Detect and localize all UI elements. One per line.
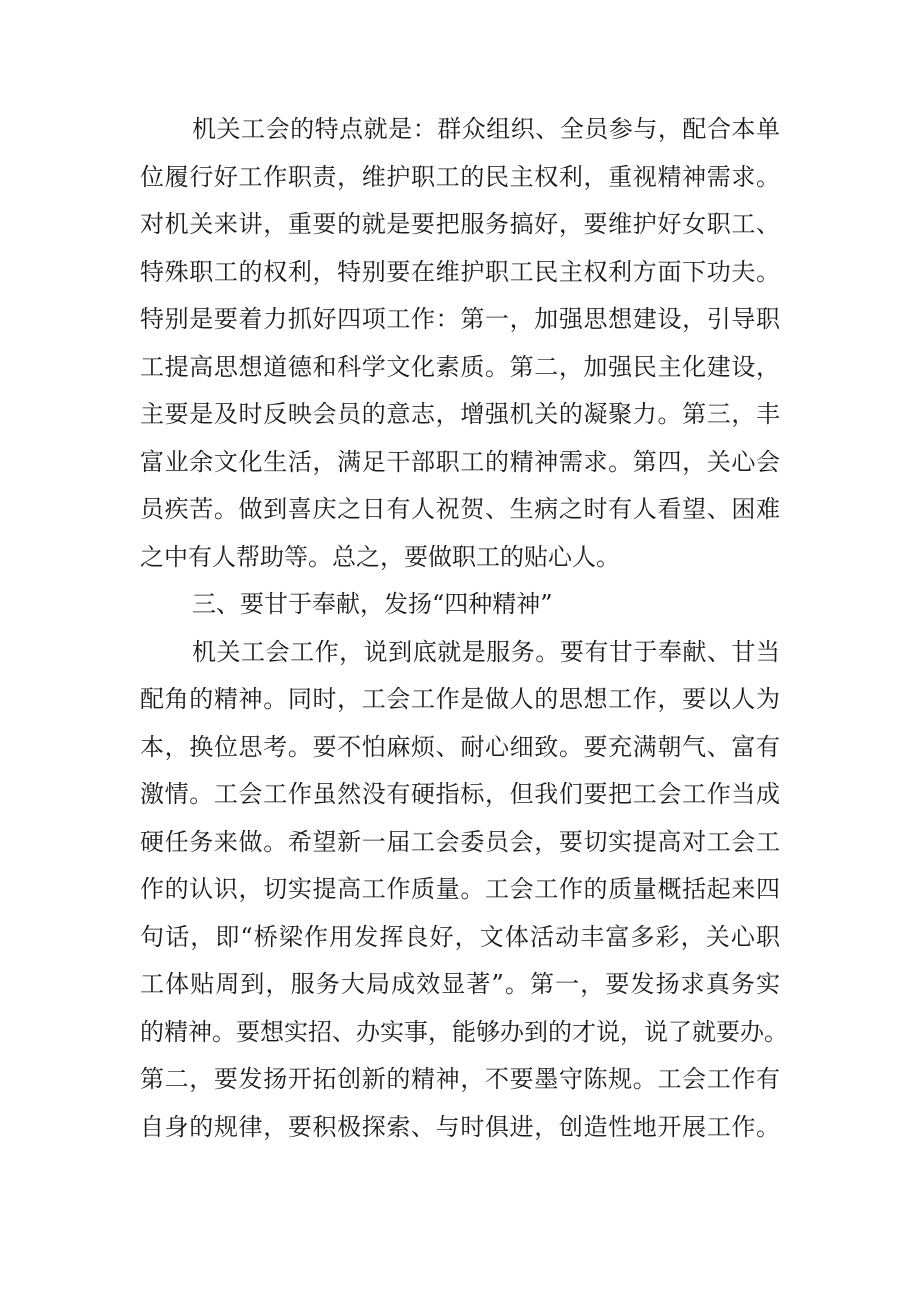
text-line: 本，换位思考。要不怕麻烦、耐心细致。要充满朝气、富有 bbox=[140, 732, 780, 761]
text-line: 激情。工会工作虽然没有硬指标，但我们要把工会工作当成 bbox=[140, 780, 780, 808]
text-line: 作的认识，切实提高工作质量。工会工作的质量概括起来四 bbox=[140, 875, 780, 903]
section-heading bbox=[140, 581, 780, 629]
text-line: 之中有人帮助等。总之，要做职工的贴心人。 bbox=[140, 542, 620, 571]
text-line: 句话，即“桥梁作用发挥良好，文体活动丰富多彩，关心职 bbox=[140, 922, 780, 951]
section-title: 三、要甘于奉献，发扬“四种精神” bbox=[192, 590, 553, 618]
text-line: 第二，要发扬开拓创新的精神，不要墨守陈规。工会工作有 bbox=[140, 1065, 780, 1093]
text-line: 的精神。要想实招、办实事，能够办到的才说，说了就要办。 bbox=[140, 1017, 788, 1046]
text-line: 硬任务来做。希望新一届工会委员会，要切实提高对工会工 bbox=[140, 827, 780, 856]
text-line: 对机关来讲，重要的就是要把服务搞好，要维护好女职工、 bbox=[140, 210, 780, 238]
text-line: 工提高思想道德和科学文化素质。第二，加强民主化建设， bbox=[140, 352, 780, 381]
text-line: 自身的规律，要积极探索、与时俱进，创造性地开展工作。 bbox=[140, 1112, 780, 1141]
paragraph-union-characteristics bbox=[140, 106, 780, 581]
paragraph-dedication bbox=[140, 629, 788, 1152]
text-line: 特殊职工的权利，特别要在维护职工民主权利方面下功夫。 bbox=[140, 257, 780, 286]
text-line: 富业余文化生活，满足干部职工的精神需求。第四，关心会 bbox=[140, 447, 780, 476]
text-line: 员疾苦。做到喜庆之日有人祝贺、生病之时有人看望、困难 bbox=[140, 495, 780, 523]
text-line: 主要是及时反映会员的意志，增强机关的凝聚力。第三，丰 bbox=[140, 400, 780, 428]
document-body bbox=[140, 106, 788, 1151]
text-line: 工体贴周到，服务大局成效显著”。第一，要发扬求真务实 bbox=[140, 970, 780, 998]
text-line: 机关工会工作，说到底就是服务。要有甘于奉献、甘当 bbox=[192, 637, 780, 666]
text-line: 位履行好工作职责，维护职工的民主权利，重视精神需求。 bbox=[140, 162, 780, 191]
text-line: 配角的精神。同时，工会工作是做人的思想工作，要以人为 bbox=[140, 685, 780, 713]
text-line: 机关工会的特点就是：群众组织、全员参与，配合本单 bbox=[192, 115, 780, 143]
text-line: 特别是要着力抓好四项工作：第一，加强思想建设，引导职 bbox=[140, 305, 780, 333]
